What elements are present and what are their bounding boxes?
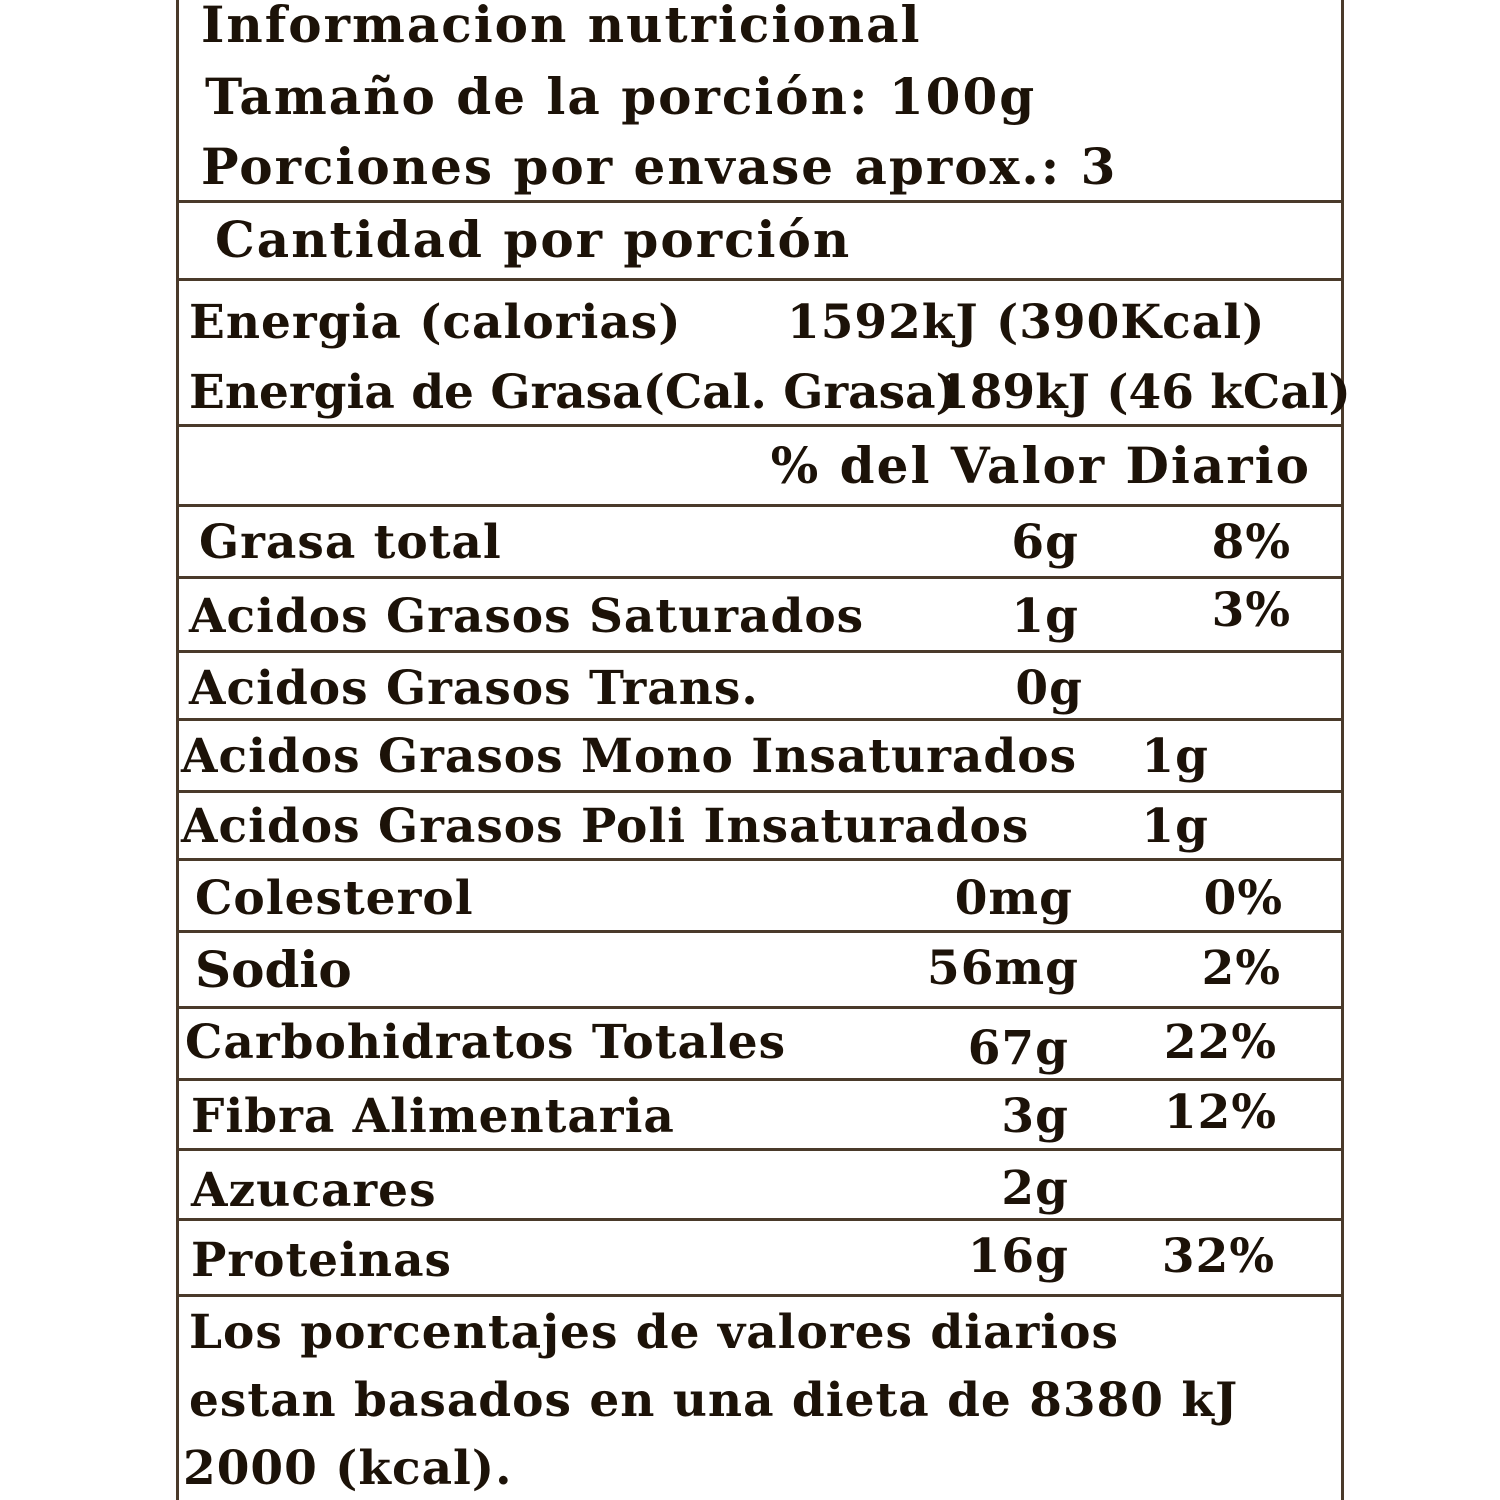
nutrient-name: Colesterol bbox=[195, 871, 474, 926]
energy-value: 1592kJ (390Kcal) bbox=[787, 295, 1266, 350]
footnote-line: Los porcentajes de valores diarios bbox=[189, 1305, 1119, 1360]
nutrient-qty: 0g bbox=[1015, 661, 1083, 716]
energy-block bbox=[179, 278, 1351, 424]
label-title: Informacion nutricional bbox=[201, 0, 922, 54]
serving-size: Tamaño de la porción: 100g bbox=[205, 67, 1037, 126]
nutrient-name: Acidos Grasos Trans. bbox=[189, 661, 759, 716]
nutrient-row bbox=[179, 858, 1341, 930]
nutrient-pct: 2% bbox=[1201, 941, 1281, 996]
nutrient-name: Grasa total bbox=[199, 515, 502, 570]
nutrient-row bbox=[179, 1148, 1341, 1218]
nutrient-pct: 12% bbox=[1163, 1085, 1277, 1140]
nutrient-name: Proteinas bbox=[191, 1233, 453, 1288]
nutrient-pct: 3% bbox=[1211, 583, 1291, 638]
nutrient-qty: 3g bbox=[1001, 1089, 1069, 1144]
nutrient-qty: 67g bbox=[967, 1021, 1069, 1076]
nutrient-name: Azucares bbox=[191, 1163, 437, 1218]
nutrient-pct: 8% bbox=[1211, 515, 1291, 570]
footnote bbox=[179, 1294, 1341, 1500]
nutrient-row bbox=[179, 790, 1341, 858]
nutrient-row bbox=[179, 718, 1341, 790]
nutrient-row bbox=[179, 1078, 1341, 1148]
nutrient-name: Fibra Alimentaria bbox=[191, 1089, 675, 1144]
nutrient-name: Acidos Grasos Mono Insaturados bbox=[181, 729, 1078, 784]
amount-per-serving: Cantidad por porción bbox=[215, 210, 852, 269]
daily-value-header-row bbox=[179, 424, 1341, 504]
nutrient-qty: 1g bbox=[1011, 589, 1079, 644]
nutrient-qty: 16g bbox=[967, 1229, 1069, 1284]
label-header bbox=[179, 0, 1341, 200]
nutrient-row bbox=[179, 576, 1341, 650]
fat-energy-label: Energia de Grasa(Cal. Grasa) bbox=[189, 365, 958, 420]
nutrient-qty: 1g bbox=[1141, 799, 1209, 854]
amount-per-serving-row bbox=[179, 200, 1341, 278]
nutrient-name: Acidos Grasos Saturados bbox=[189, 589, 865, 644]
nutrient-name: Sodio bbox=[195, 940, 352, 999]
nutrient-qty: 56mg bbox=[927, 941, 1079, 996]
nutrient-pct: 0% bbox=[1203, 871, 1283, 926]
footnote-line: estan basados en una dieta de 8380 kJ bbox=[189, 1373, 1239, 1428]
nutrient-row bbox=[179, 1006, 1341, 1078]
nutrient-qty: 1g bbox=[1141, 729, 1209, 784]
energy-label: Energia (calorias) bbox=[189, 295, 682, 350]
nutrient-row bbox=[179, 930, 1341, 1006]
nutrient-qty: 0mg bbox=[954, 871, 1073, 926]
nutrient-pct: 22% bbox=[1163, 1015, 1277, 1070]
fat-energy-value: 189kJ (46 kCal) bbox=[937, 365, 1351, 420]
nutrient-row bbox=[179, 504, 1341, 576]
nutrient-qty: 2g bbox=[1001, 1161, 1069, 1216]
nutrient-row bbox=[179, 650, 1341, 718]
nutrient-name: Carbohidratos Totales bbox=[185, 1015, 787, 1070]
nutrient-pct: 32% bbox=[1161, 1229, 1275, 1284]
daily-value-header: % del Valor Diario bbox=[770, 436, 1311, 495]
footnote-line: 2000 (kcal). bbox=[183, 1441, 513, 1496]
nutrient-qty: 6g bbox=[1011, 515, 1079, 570]
nutrient-row bbox=[179, 1218, 1341, 1294]
nutrient-name: Acidos Grasos Poli Insaturados bbox=[181, 799, 1030, 854]
servings-per-container: Porciones por envase aprox.: 3 bbox=[201, 137, 1118, 196]
nutrition-facts-label bbox=[176, 0, 1351, 1500]
